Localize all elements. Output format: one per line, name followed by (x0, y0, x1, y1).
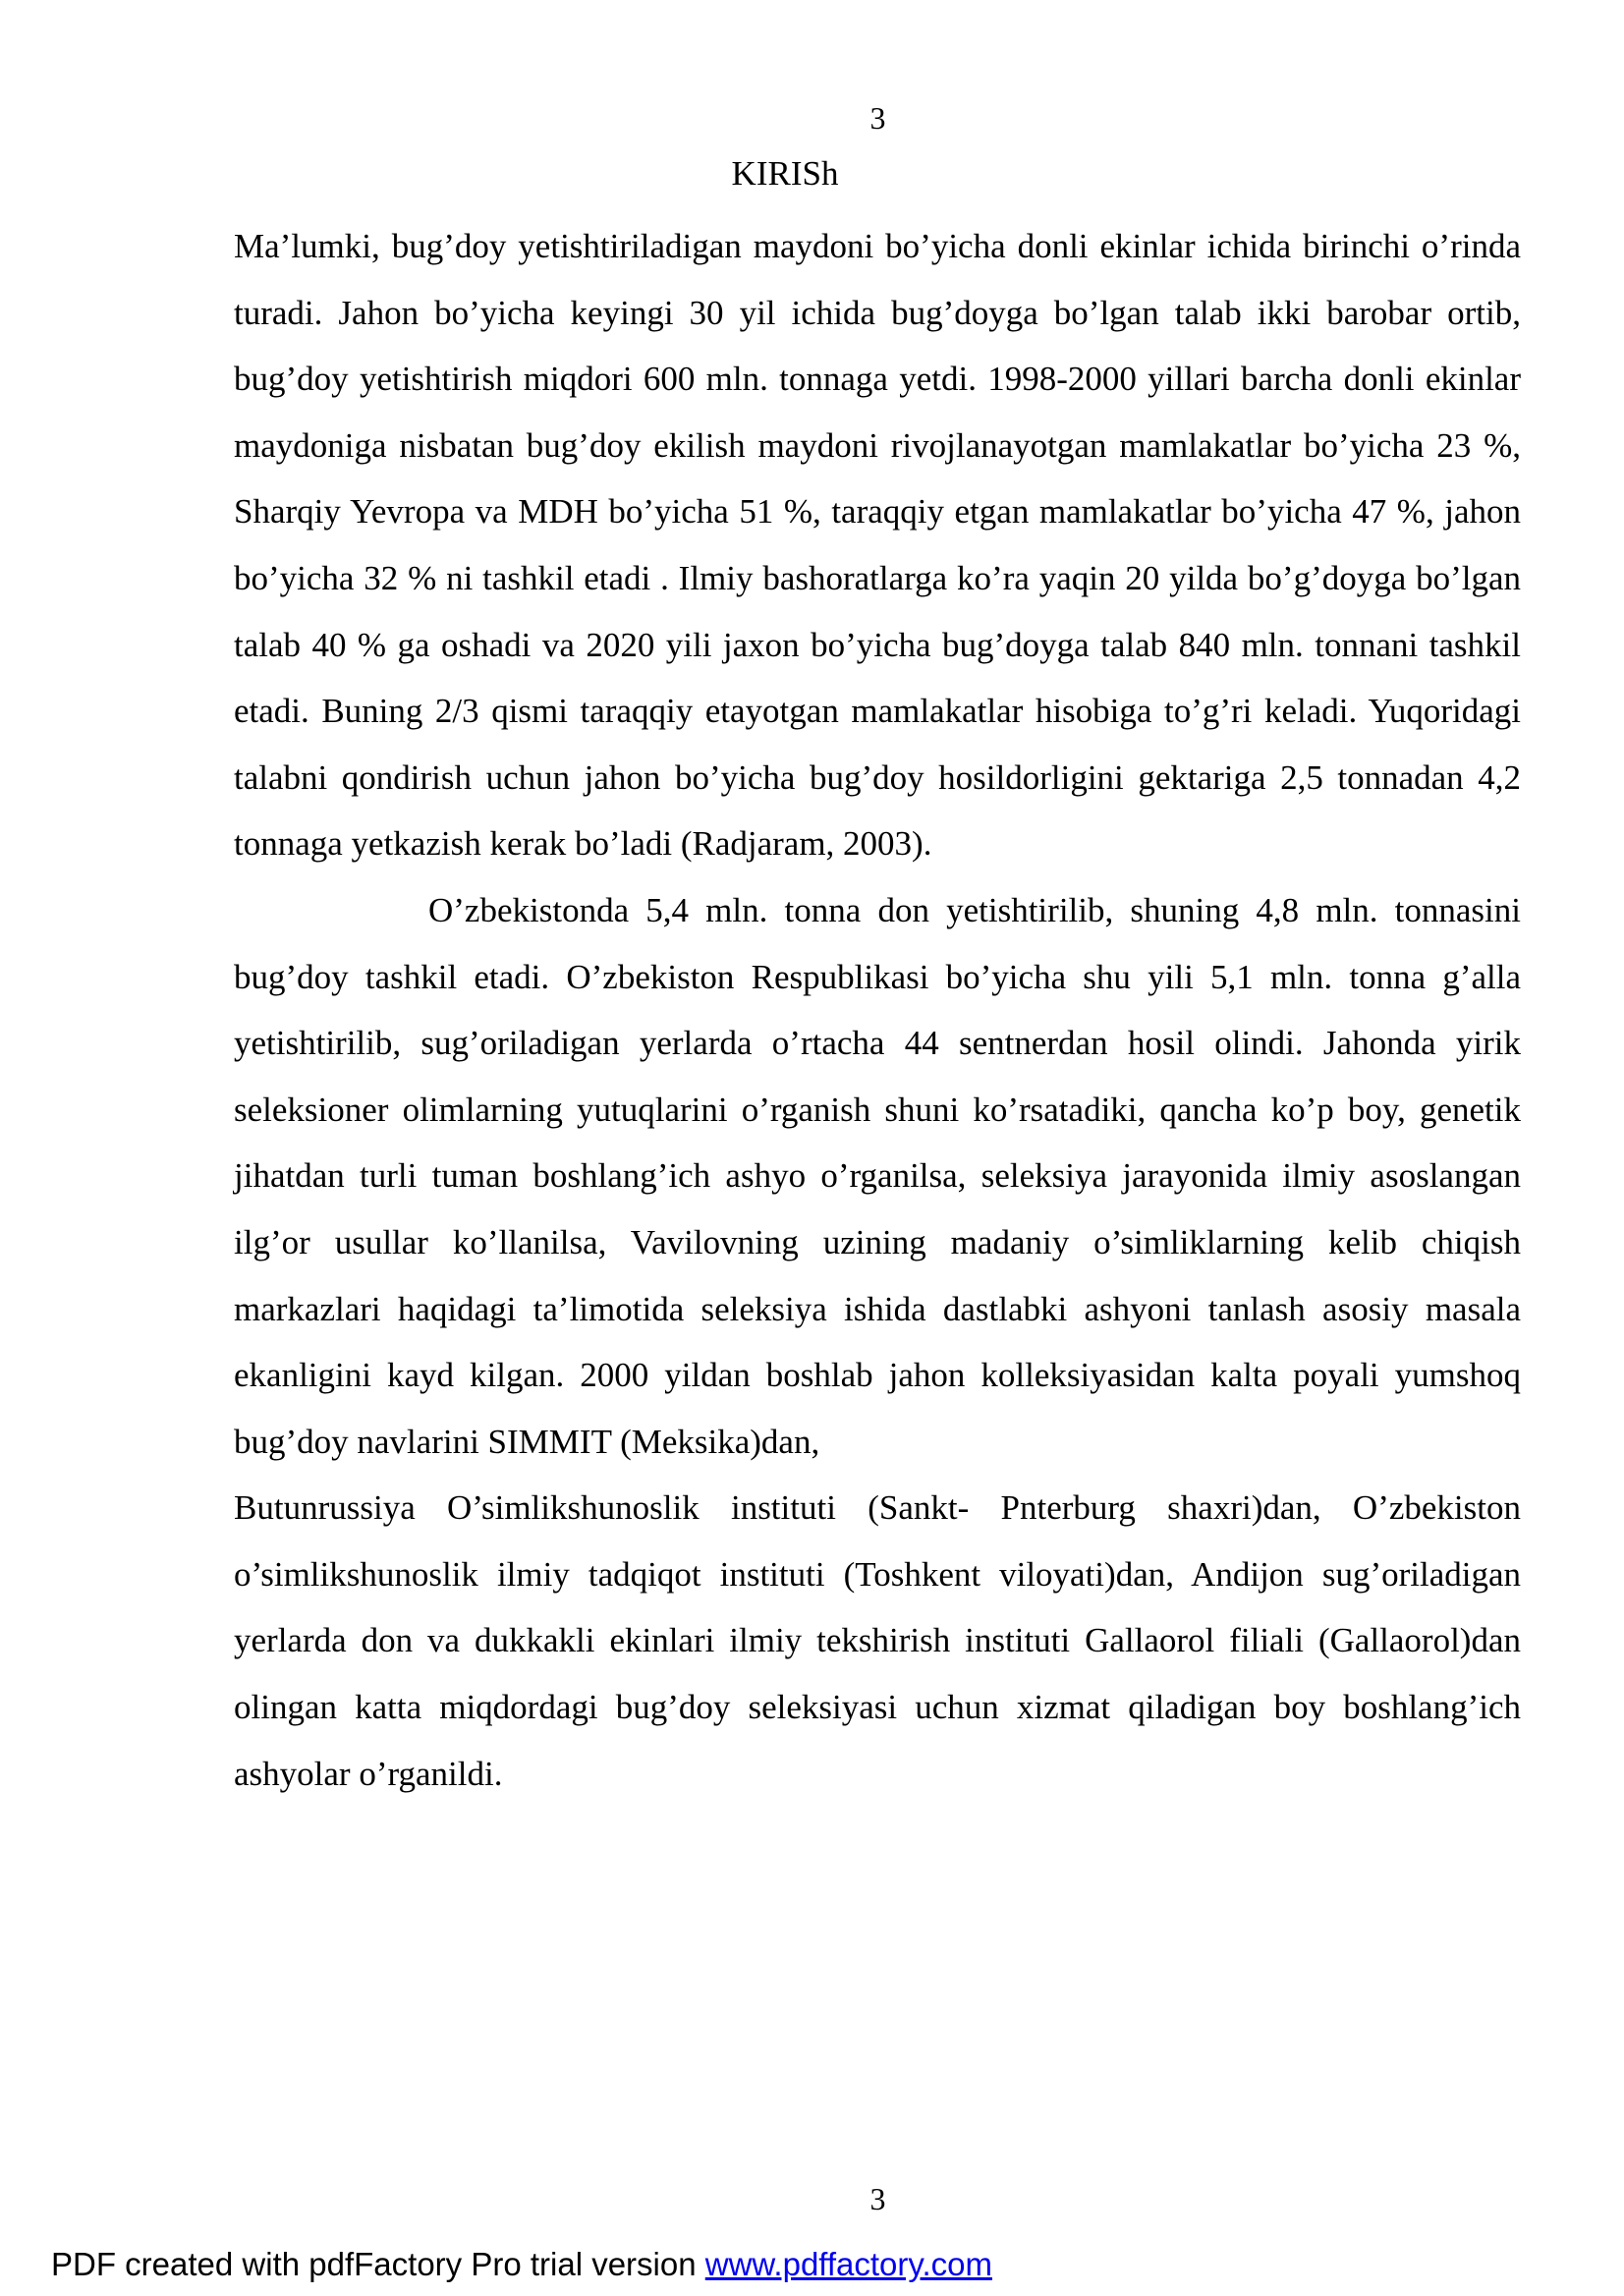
paragraph-3: Butunrussiya O’simlikshunoslik instituti (Sankt- Pnterburg shaxri)dan, O’zbekiston o’simlikshunoslik ilmiy tadqiqot instituti (Toshkent viloyati)dan, Andijon sug’oriladigan yerlarda don va dukkakli ekinlari ilmiy tekshirish instituti Gallaorol filiali (Gallaorol)dan olingan katta miqdordagi bug’doy seleksiyasi uchun xizmat qiladigan boy boshlang’ich ashyolar o’rganildi. (234, 1488, 1521, 1793)
paragraph-1: Ma’lumki, bug’doy yetishtiriladigan maydoni bo’yicha donli ekinlar ichida birinchi o’rinda turadi. Jahon bo’yicha keyingi 30 yil ichida bug’doyga bo’lgan talab ikki barobar ortib, bug’doy yetishtirish miqdori 600 mln. tonnaga yetdi. 1998-2000 yillari barcha donli ekinlar maydoniga nisbatan bug’doy ekilish maydoni rivojlanayotgan mamlakatlar bo’yicha 23 %, Sharqiy Yevropa va MDH bo’yicha 51 %, taraqqiy etgan mamlakatlar bo’yicha 47 %, jahon bo’yicha 32 % ni tashkil etadi . Ilmiy bashoratlarga ko’ra yaqin 20 yilda bo’g’doyga bo’lgan talab 40 % ga oshadi va 2020 yili jaxon bo’yicha bug’doyga talab 840 mln. tonnani tashkil etadi. Buning 2/3 qismi taraqqiy etayotgan mamlakatlar hisobiga to’g’ri keladi. Yuqoridagi talabni qondirish uchun jahon bo’yicha bug’doy hosildorligini gektariga 2,5 tonnadan 4,2 tonnaga yetkazish kerak bo’ladi (Radjaram, 2003). (234, 227, 1521, 864)
section-heading: KIRISh (731, 154, 839, 193)
body-text (234, 213, 1521, 1807)
pdf-footer (51, 2245, 992, 2284)
page-number-bottom: 3 (869, 2181, 886, 2216)
page-number-top: 3 (869, 100, 886, 136)
paragraph-2: O’zbekistonda 5,4 mln. tonna don yetishtirilib, shuning 4,8 mln. tonnasini bug’doy tashkil etadi. O’zbekiston Respublikasi bo’yicha shu yili 5,1 mln. tonna g’alla yetishtirilib, sug’oriladigan yerlarda o’rtacha 44 sentnerdan hosil olindi. Jahonda yirik seleksioner olimlarning yutuqlarini o’rganish shuni ko’rsatadiki, qancha ko’p boy, genetik jihatdan turli tuman boshlang’ich ashyo o’rganilsa, seleksiya jarayonida ilmiy asoslangan ilg’or usullar ko’llanilsa, Vavilovning uzining madaniy o’simliklarning kelib chiqish markazlari haqidagi ta’limotida seleksiya ishida dastlabki ashyoni tanlash asosiy masala ekanligini kayd kilgan. 2000 yildan boshlab jahon kolleksiyasidan kalta poyali yumshoq bug’doy navlarini SIMMIT (Meksika)dan, (234, 890, 1521, 1461)
footer-link[interactable]: www.pdffactory.com (704, 2246, 992, 2282)
footer-text: PDF created with pdfFactory Pro trial version (51, 2246, 705, 2282)
